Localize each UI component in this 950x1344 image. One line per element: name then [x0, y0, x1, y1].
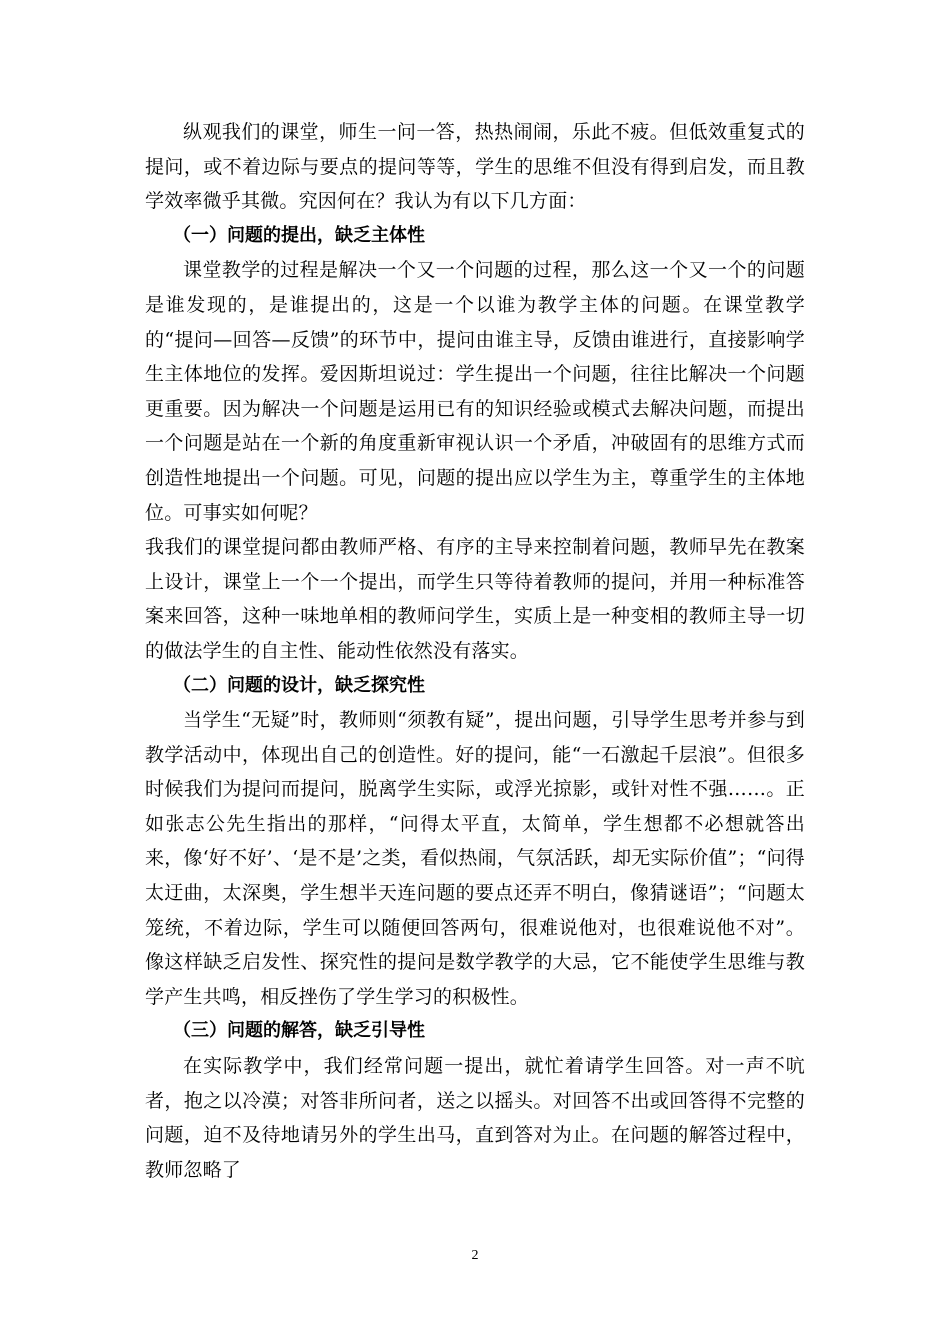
page-number: 2: [471, 1248, 479, 1263]
document-page: [145, 115, 805, 1187]
section-1-paragraph-continued: 我我们的课堂提问都由教师严格、有序的主导来控制着问题，教师早先在教案上设计，课堂上一个一个提出，而学生只等待着教师的提问，并用一种标准答案来回答，这种一味地单相的教师问学生，实质上是一种变相的教师主导一切的做法学生的自主性、能动性依然没有落实。: [145, 536, 805, 662]
intro-paragraph: 纵观我们的课堂，师生一问一答，热热闹闹，乐此不疲。但低效重复式的提问，或不着边际与要点的提问等等，学生的思维不但没有得到启发，而且教学效率微乎其微。究因何在？我认为有以下几方面：: [145, 121, 805, 213]
section-1-heading: （一）问题的提出，缺乏主体性: [173, 224, 425, 246]
section-2-heading: （二）问题的设计，缺乏探究性: [173, 674, 425, 696]
section-3-heading: （三）问题的解答，缺乏引导性: [173, 1020, 425, 1042]
section-1-paragraph: 课堂教学的过程是解决一个又一个问题的过程，那么这一个又一个的问题是谁发现的，是谁提出的，这是一个以谁为教学主体的问题。在课堂教学的“提问—回答—反馈”的环节中，提问由谁主导，反馈由谁进行，直接影响学生主体地位的发挥。爱因斯坦说过：学生提出一个问题，往往比解决一个问题更重要。因为解决一个问题是运用已有的知识经验或模式去解决问题，而提出一个问题是站在一个新的角度重新审视认识一个矛盾，冲破固有的思维方式而创造性地提出一个问题。可见，问题的提出应以学生为主，尊重学生的主体地位。可事实如何呢？: [145, 259, 805, 524]
section-3-paragraph: 在实际教学中，我们经常问题一提出，就忙着请学生回答。对一声不吭者，抱之以冷漠；对答非所问者，送之以摇头。对回答不出或回答得不完整的问题，迫不及待地请另外的学生出马，直到答对为止。在问题的解答过程中，教师忽略了: [145, 1055, 805, 1181]
section-2-paragraph: 当学生“无疑”时，教师则“须教有疑”，提出问题，引导学生思考并参与到教学活动中，体现出自己的创造性。好的提问，能“一石激起千层浪”。但很多时候我们为提问而提问，脱离学生实际，或浮光掠影，或针对性不强……。正如张志公先生指出的那样，“问得太平直，太简单，学生想都不必想就答出来，像‘好不好’、‘是不是’之类，看似热闹，气氛活跃，却无实际价值”；“问得太迂曲，太深奥，学生想半天连问题的要点还弄不明白，像猜谜语”；“问题太笼统，不着边际，学生可以随便回答两句，很难说他对，也很难说他不对”。像这样缺乏启发性、探究性的提问是数学教学的大忌，它不能使学生思维与教学产生共鸣，相反挫伤了学生学习的积极性。: [145, 709, 805, 1008]
